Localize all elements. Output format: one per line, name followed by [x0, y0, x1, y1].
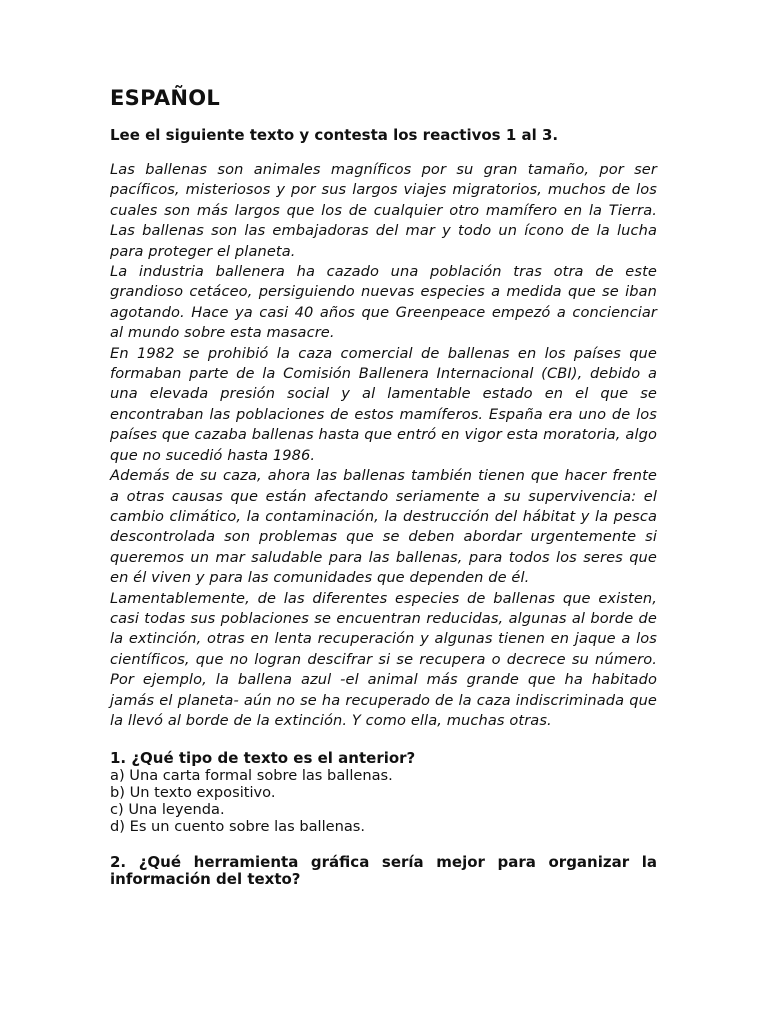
paragraph: Las ballenas son animales magníficos por su gran tamaño, por ser pacíficos, misteriosos y por sus largos viajes migratorios, muchos de los cuales son más largos que los de cualquier otro mamífero en la Tierra. Las ballenas son las embajadoras del mar y todo un ícono de la lucha para proteger el planeta. [110, 161, 657, 260]
option-b: b) Un texto expositivo. [110, 784, 276, 802]
reading-text [110, 160, 657, 731]
instructions: Lee el siguiente texto y contesta los reactivos 1 al 3. [110, 126, 559, 144]
paragraph: La industria ballenera ha cazado una población tras otra de este grandioso cetáceo, persiguiendo nuevas especies a medida que se iban agotando. Hace ya casi 40 años que Greenpeace empezó a concienciar al mundo sobre esta masacre. [110, 263, 657, 342]
paragraph: En 1982 se prohibió la caza comercial de ballenas en los países que formaban parte de la Comisión Ballenera Internacional (CBI), debido a una elevada presión social y al lamentable estado en el que se encontraban las poblaciones de estos mamíferos. España era uno de los países que cazaba ballenas hasta que entró en vigor esta moratoria, algo que no sucedió hasta 1986. [110, 344, 657, 464]
document-content [110, 84, 657, 888]
paragraph: Lamentablemente, de las diferentes especies de ballenas que existen, casi todas sus poblaciones se encuentran reducidas, algunas al borde de la extinción, otras en lenta recuperación y algunas tienen en jaque a los científicos, que no logran descifrar si se recupera o decrece su número. Por ejemplo, la ballena azul -el animal más grande que ha habitado jamás el planeta- aún no se ha recuperado de la caza indiscriminada que la llevó al borde de la extinción. Y como ella, muchas otras. [110, 589, 657, 729]
question-1: 1. ¿Qué tipo de texto es el anterior? [110, 749, 416, 768]
option-a: a) Una carta formal sobre las ballenas. [110, 767, 393, 785]
paragraph: Además de su caza, ahora las ballenas también tienen que hacer frente a otras causas que están afectando seriamente a su supervivencia: el cambio climático, la contaminación, la destrucción del hábitat y la pesca descontrolada son problemas que se deben abordar urgentemente si queremos un mar saludable para las ballenas, para todos los seres que en él viven y para las comunidades que dependen de él. [110, 467, 657, 587]
option-d: d) Es un cuento sobre las ballenas. [110, 818, 366, 836]
question-2: 2. ¿Qué herramienta gráfica sería mejor para organizar la información del texto? [110, 853, 657, 889]
option-c: c) Una leyenda. [110, 801, 225, 819]
page-title: ESPAÑOL [110, 86, 221, 110]
question-1-options [110, 767, 657, 835]
